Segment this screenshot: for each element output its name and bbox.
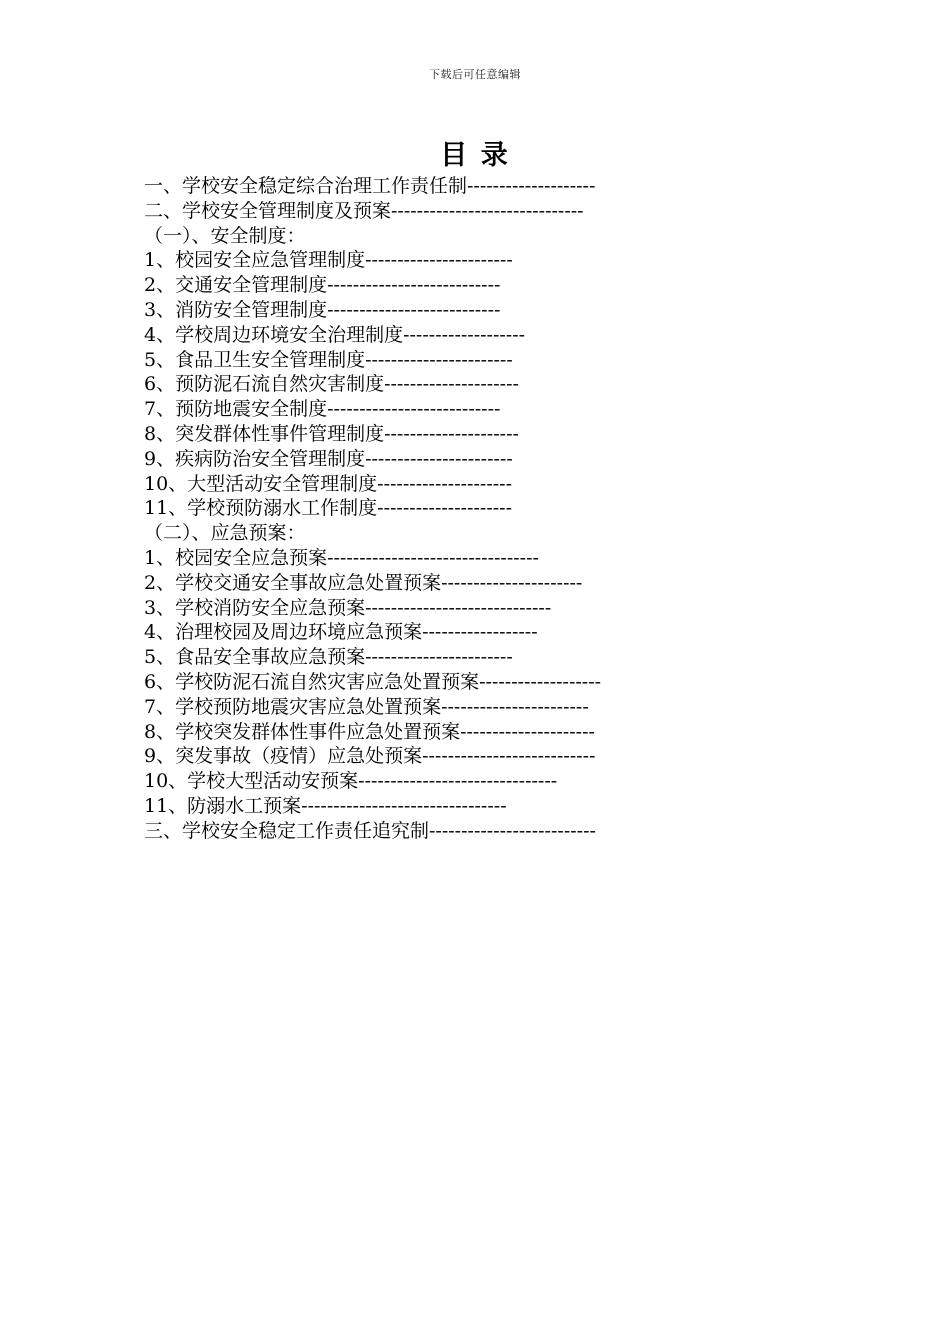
toc-entry: 7、学校预防地震灾害应急处置预案----------------------- [144,695,589,718]
toc-entry: 5、食品卫生安全管理制度----------------------- [144,348,513,371]
toc-subheading: （二）、应急预案： [144,522,306,545]
toc-entry: 8、学校突发群体性事件应急处置预案--------------------- [144,720,595,743]
toc-entry: 11、防溺水工预案-------------------------------- [144,794,507,817]
toc-entry: 6、预防泥石流自然灾害制度--------------------- [144,373,519,396]
toc-entry: 8、突发群体性事件管理制度--------------------- [144,422,519,445]
toc-entry: 3、消防安全管理制度--------------------------- [144,298,501,321]
toc-entry: 2、学校交通安全事故应急处置预案---------------------- [144,571,583,594]
toc-entry: 9、疾病防治安全管理制度----------------------- [144,447,513,470]
toc-entry: 11、学校预防溺水工作制度--------------------- [144,497,512,520]
toc-title: 目 录 [440,140,510,171]
toc-entry: 10、大型活动安全管理制度--------------------- [144,472,512,495]
toc-subheading: （一）、安全制度： [144,224,306,247]
toc-entry: 三、学校安全稳定工作责任追究制-------------------------- [144,819,596,842]
toc-entry: 10、学校大型活动安预案------------------------------- [144,770,558,793]
toc-entry: 6、学校防泥石流自然灾害应急处置预案------------------- [144,670,602,693]
toc-entry: 3、学校消防安全应急预案----------------------------- [144,596,552,619]
toc-entry: 4、治理校园及周边环境应急预案------------------ [144,621,538,644]
toc-entry: 1、校园安全应急预案--------------------------------- [144,546,539,569]
toc-entry: 1、校园安全应急管理制度----------------------- [144,249,513,272]
table-of-contents [144,174,834,844]
toc-entry: 5、食品安全事故应急预案----------------------- [144,646,513,669]
toc-entry: 7、预防地震安全制度--------------------------- [144,398,501,421]
toc-entry: 一、学校安全稳定综合治理工作责任制-------------------- [144,175,596,197]
toc-entry: 2、交通安全管理制度--------------------------- [144,274,501,297]
toc-entry: 9、突发事故（疫情）应急处预案--------------------------- [144,745,596,768]
toc-entry: 4、学校周边环境安全治理制度------------------- [144,323,526,346]
toc-entry: 二、学校安全管理制度及预案------------------------------ [144,199,584,222]
header-note: 下载后可任意编辑 [429,68,521,81]
